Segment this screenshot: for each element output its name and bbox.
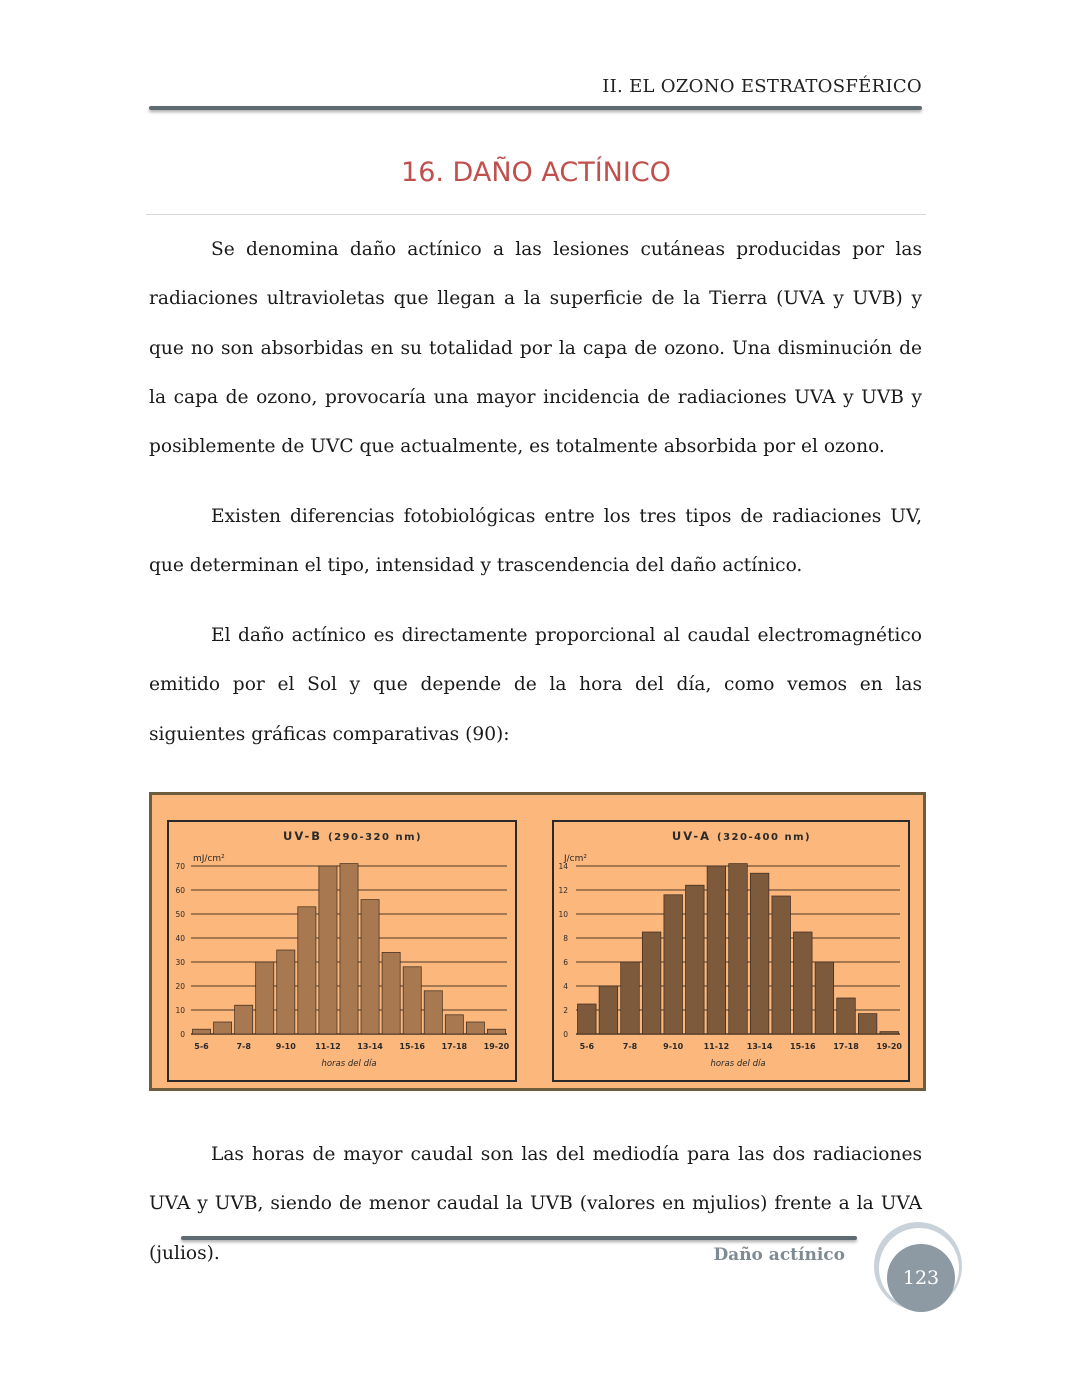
x-tick-label: 11-12 [315,1042,341,1051]
bar [256,962,274,1034]
x-tick-label: 15-16 [790,1042,816,1051]
bar [772,896,791,1034]
x-tick-label: 7-8 [622,1042,638,1051]
chart-title: UV-A [671,829,711,843]
bar [214,1022,232,1034]
bar [621,962,640,1034]
y-tick-label: 20 [175,982,185,991]
bar [403,967,421,1034]
bar [382,952,400,1034]
paragraph-differences: Existen diferencias fotobiológicas entre los tres tipos de radiaciones UV, que determinan el tipo, intensidad y trascendencia del daño actínico. [149,506,922,577]
x-tick-label: 17-18 [441,1042,468,1051]
bar [424,991,442,1034]
footer-rule [181,1236,857,1240]
bar [837,998,856,1034]
y-tick-label: 10 [558,910,568,919]
bar [794,932,813,1034]
header-rule [149,106,922,110]
bar [815,962,834,1034]
bar [340,864,358,1034]
bar [642,932,661,1034]
y-tick-label: 30 [175,958,185,967]
x-tick-label: 9-10 [275,1042,296,1051]
x-tick-label: 9-10 [663,1042,684,1051]
bar [319,866,337,1034]
running-header: II. EL OZONO ESTRATOSFÉRICO [602,76,922,97]
footer-section-label: Daño actínico [713,1245,845,1265]
x-tick-label: 11-12 [703,1042,730,1051]
bar [361,900,379,1034]
uvb-chart-panel [167,820,517,1082]
page-number: 123 [887,1244,955,1312]
x-tick-label: 7-8 [236,1042,251,1051]
x-axis-label: horas del día [710,1059,766,1069]
chart-subtitle: (290-320 nm) [328,832,423,843]
bar [599,986,618,1034]
y-tick-label: 50 [175,910,185,919]
y-tick-label: 2 [563,1006,568,1015]
bar [858,1014,877,1034]
section-title: 16. DAÑO ACTÍNICO [401,157,671,188]
y-tick-label: 0 [563,1030,568,1039]
x-tick-label: 13-14 [746,1042,773,1051]
y-tick-label: 0 [180,1030,185,1039]
y-tick-label: 6 [563,958,568,967]
y-tick-label: 60 [175,886,185,895]
bar [192,1029,210,1034]
bar [298,907,316,1034]
bar [664,895,683,1034]
uvb-chart [169,822,515,1080]
uva-chart-panel [552,820,910,1082]
y-axis-unit-label: mJ/cm² [193,854,225,864]
y-tick-label: 12 [558,886,568,895]
y-tick-label: 14 [558,862,568,871]
x-tick-label: 5-6 [579,1042,595,1051]
bar [707,866,726,1034]
paragraph-proportional: El daño actínico es directamente proporcional al caudal electromagnético emitido por el Sol y que depende de la hora del día, como vemos en las siguientes gráficas comparativas (90): [149,625,922,745]
bar [445,1015,463,1034]
bar [466,1022,484,1034]
bar [277,950,295,1034]
x-tick-label: 17-18 [833,1042,859,1051]
y-tick-label: 40 [175,934,185,943]
x-tick-label: 13-14 [357,1042,383,1051]
bar [578,1004,597,1034]
bar [750,873,769,1034]
title-divider [146,214,926,215]
y-tick-label: 8 [563,934,568,943]
y-axis-unit-label: J/cm² [564,854,588,864]
y-tick-label: 70 [175,862,185,871]
x-tick-label: 19-20 [876,1042,902,1051]
x-tick-label: 5-6 [194,1042,209,1051]
paragraph-conclusion: Las horas de mayor caudal son las del mediodía para las dos radiaciones UVA y UVB, siendo de menor caudal la UVB (valores en mjulios) frente a la UVA (julios). [149,1144,922,1264]
x-axis-label: horas del día [321,1059,377,1069]
paragraph-intro: Se denomina daño actínico a las lesiones cutáneas producidas por las radiaciones ultravioletas que llegan a la superficie de la Tierra (UVA y UVB) y que no son absorbidas en su totalidad por la capa de ozono. Una disminución de la capa de ozono, provocaría una mayor incidencia de radiaciones UVA y UVB y posiblemente de UVC que actualmente, es totalmente absorbida por el ozono. [149,239,922,458]
chart-title: UV-B [283,829,322,843]
bar [729,864,748,1034]
y-tick-label: 10 [175,1006,185,1015]
bar [880,1032,899,1034]
bar [235,1005,253,1034]
uva-chart [554,822,908,1080]
comparative-charts-figure [149,792,926,1091]
x-tick-label: 19-20 [483,1042,510,1051]
bar [686,885,705,1034]
x-tick-label: 15-16 [399,1042,425,1051]
bar [487,1029,505,1034]
chart-subtitle: (320-400 nm) [717,832,812,843]
y-tick-label: 4 [563,982,568,991]
